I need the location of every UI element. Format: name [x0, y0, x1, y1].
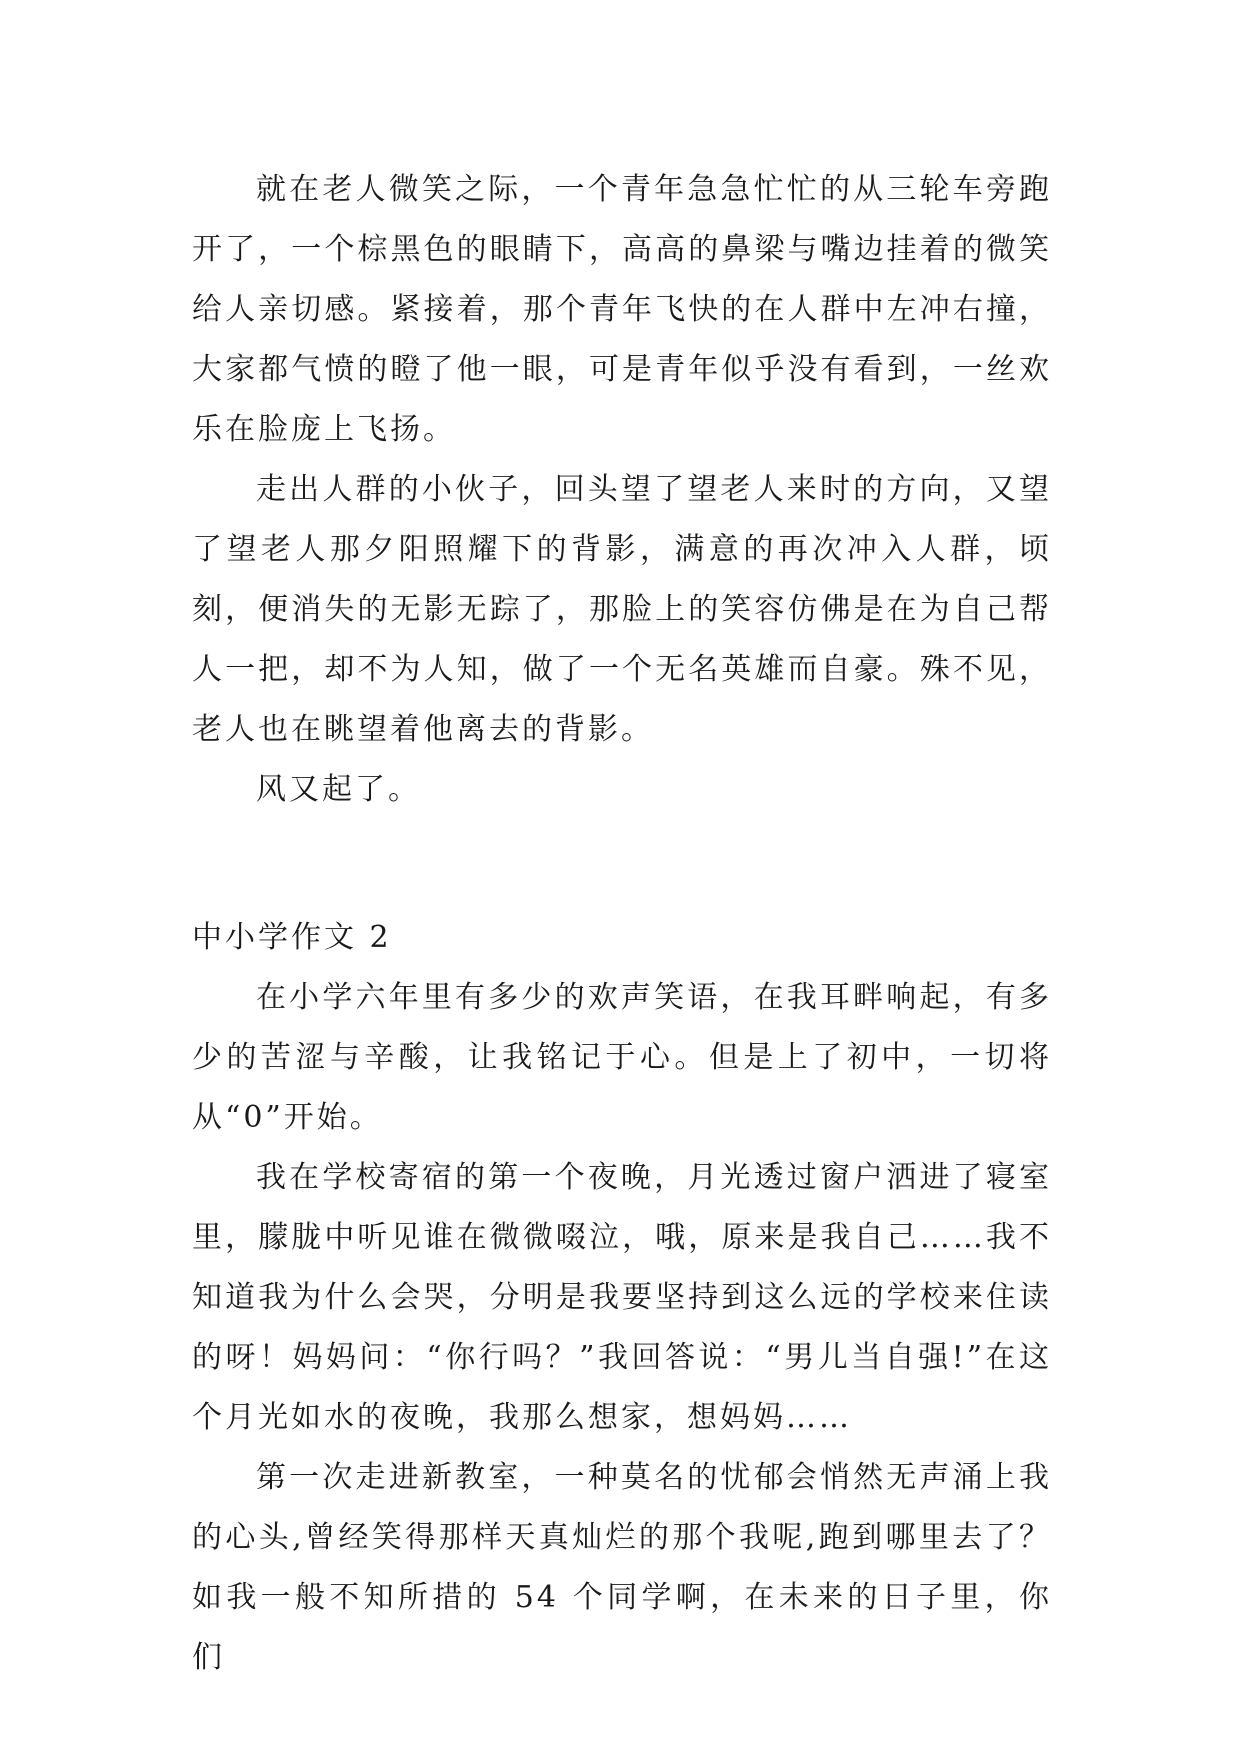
paragraph-wind-rises: 风又起了。 — [256, 772, 421, 807]
paragraph-youth-helping: 就在老人微笑之际，一个青年急急忙忙的从三轮车旁跑开了，一个棕黑色的眼睛下，高高的鼻梁与嘴边挂着的微笑给人亲切感。紧接着，那个青年飞快的在人群中左冲右撞，大家都气愤的瞪了他一眼，可是青年似乎没有看到，一丝欢乐在脸庞上飞扬。 — [192, 172, 1052, 447]
paragraph-first-night: 我在学校寄宿的第一个夜晚，月光透过窗户洒进了寝室里，朦胧中听见谁在微微啜泣，哦，原来是我自己……我不知道我为什么会哭，分明是我要坚持到这么远的学校来住读的呀！妈妈问：“你行吗？”我回答说：“男儿当自强!”在这个月光如水的夜晚，我那么想家，想妈妈…… — [192, 1160, 1052, 1435]
paragraph-new-classroom: 第一次走进新教室，一种莫名的忧郁会悄然无声涌上我的心头,曾经笑得那样天真灿烂的那个我呢,跑到哪里去了？如我一般不知所措的 54 个同学啊，在未来的日子里，你们 — [192, 1460, 1052, 1675]
paragraph-young-man-leaving: 走出人群的小伙子，回头望了望老人来时的方向，又望了望老人那夕阳照耀下的背影，满意的再次冲入人群，顷刻，便消失的无影无踪了，那脸上的笑容仿佛是在为自己帮人一把，却不为人知，做了一个无名英雄而自豪。殊不见，老人也在眺望着他离去的背影。 — [192, 472, 1052, 747]
essay-heading: 中小学作文 2 — [192, 920, 392, 955]
document-body — [192, 160, 1052, 1688]
paragraph-primary-school: 在小学六年里有多少的欢声笑语，在我耳畔响起，有多少的苦涩与辛酸，让我铭记于心。但是上了初中，一切将从“0”开始。 — [192, 980, 1052, 1135]
